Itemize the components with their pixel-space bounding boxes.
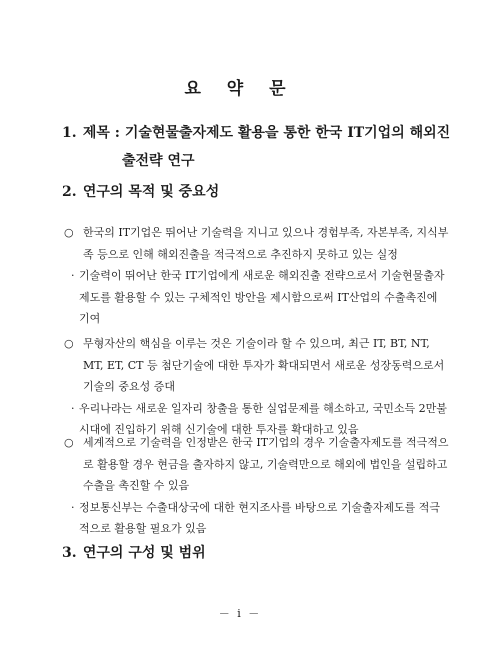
text-line: 정보통신부는 수출대상국에 대한 현지조사를 바탕으로 기술출자제도를 적극	[79, 500, 441, 514]
text-line: 수출을 촉진할 수 있음	[83, 479, 190, 492]
paragraph-2-circle-item	[64, 333, 444, 355]
text-line: 무형자산의 핵심을 이루는 것은 기술이라 할 수 있으며, 최근 IT, BT, NT,	[83, 337, 430, 350]
page-number: － ⅰ －	[218, 607, 262, 620]
text-line: 시대에 진입하기 위해 신기술에 대한 투자를 확대하고 있음	[79, 423, 359, 436]
text-line-continuation	[64, 244, 444, 266]
section-2-heading	[62, 180, 219, 204]
paragraph-1-circle-item	[64, 222, 449, 244]
text-line: 적으로 활용할 필요가 있음	[79, 522, 207, 535]
dot-bullet: ·	[71, 269, 75, 282]
section-3-title: 연구의 구성 및 범위	[82, 545, 206, 561]
text-line-continuation	[64, 355, 444, 377]
text-line-continuation	[64, 376, 444, 398]
section-2-title: 연구의 목적 및 중요성	[82, 184, 220, 200]
text-line: 한국의 IT기업은 뛰어난 기술력을 지니고 있으나 경험부족, 자본부족, 지식부	[83, 226, 449, 239]
paragraph-2-dot-item	[64, 398, 447, 420]
text-line: 제도를 활용할 수 있는 구체적인 방안을 제시함으로써 IT산업의 수출촉진에	[79, 290, 438, 304]
paragraph-1	[64, 222, 449, 330]
dot-bullet: ·	[71, 401, 75, 415]
paragraph-3-circle-item	[64, 432, 449, 454]
section-3-number: 3.	[62, 545, 77, 561]
text-line: 족 등으로 인해 해외진출을 적극적으로 추진하지 못하고 있는 실정	[83, 247, 398, 261]
page-title: 요 약 문	[184, 79, 296, 99]
circle-bullet: ○	[64, 337, 74, 350]
section-1-number: 1.	[62, 125, 77, 141]
text-line-continuation	[64, 518, 444, 540]
text-line: 기여	[79, 312, 101, 325]
section-3-heading	[62, 541, 206, 565]
text-line-continuation	[64, 287, 444, 309]
section-1-heading	[62, 121, 450, 145]
paragraph-2	[64, 333, 447, 441]
text-line: MT, ET, CT 등 첨단기술에 대한 투자가 확대되면서 새로운 성장동력으로서	[83, 358, 445, 372]
text-line-continuation	[64, 308, 444, 330]
text-line-continuation	[64, 475, 444, 497]
text-line: 로 활용할 경우 현금을 출자하지 않고, 기술력만으로 해외에 법인을 설립하고	[83, 457, 448, 471]
text-line: 세계적으로 기술력을 인정받은 한국 IT기업의 경우 기술출자제도를 적극적으	[83, 436, 449, 449]
section-2-number: 2.	[62, 184, 77, 200]
dot-bullet: ·	[71, 500, 75, 514]
text-line: 우리나라는 새로운 일자리 창출을 통한 실업문제를 해소하고, 국민소득 2만불	[79, 401, 447, 415]
paragraph-3	[64, 432, 449, 540]
paragraph-1-dot-item	[64, 265, 444, 287]
text-line: 기술력이 뛰어난 한국 IT기업에게 새로운 해외진출 전략으로서 기술현물출자	[79, 269, 445, 282]
text-line-continuation	[64, 454, 448, 476]
section-1-title-line1: 제목 : 기술현물출자제도 활용을 통한 한국 IT기업의 해외진	[82, 125, 451, 141]
circle-bullet: ○	[64, 436, 74, 449]
circle-bullet: ○	[64, 226, 74, 239]
section-1-title-line2: 출전략 연구	[122, 153, 195, 169]
text-line: 기술의 중요성 증대	[83, 380, 176, 393]
paragraph-3-dot-item	[64, 497, 444, 519]
